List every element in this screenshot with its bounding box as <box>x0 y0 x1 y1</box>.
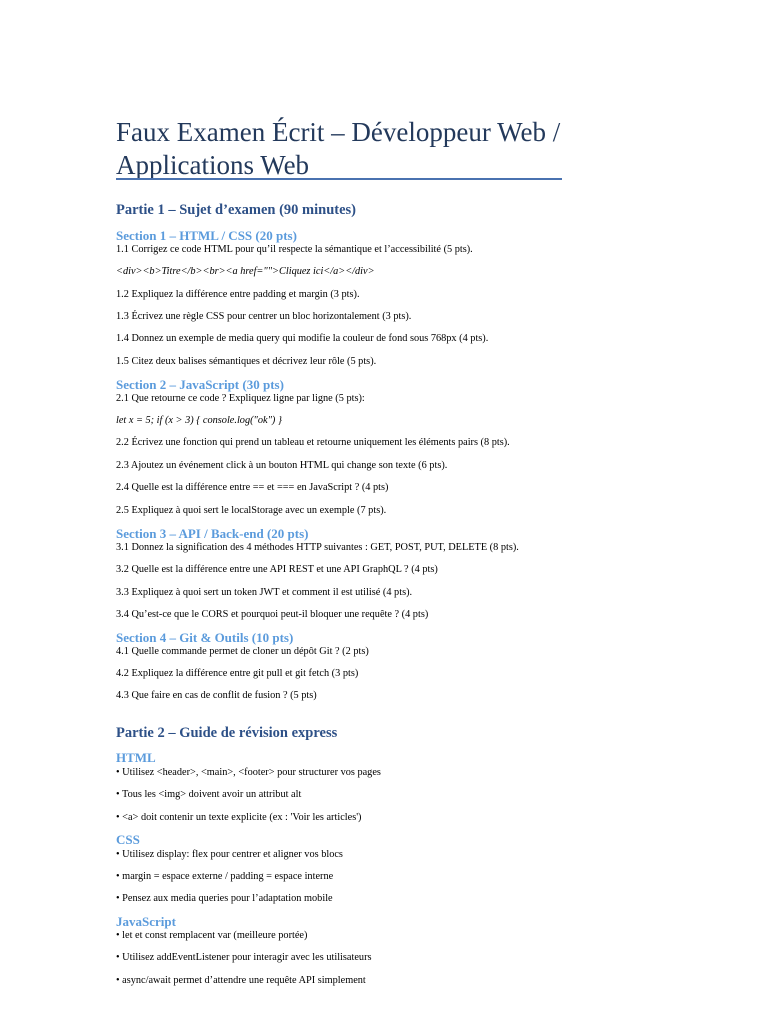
question-3-3: 3.3 Expliquez à quoi sert un token JWT et comment il est utilisé (4 pts). <box>116 587 413 598</box>
section4-title: Section 4 – Git & Outils (10 pts) <box>116 630 294 645</box>
part1-heading: Partie 1 – Sujet d’examen (90 minutes) <box>116 202 357 218</box>
code-snippet-html: <div><b>Titre</b><br><a href="">Cliquez ici</a></div> <box>116 266 375 277</box>
question-1-4: 1.4 Donnez un exemple de media query qui modifie la couleur de fond sous 768px (4 pts). <box>116 333 489 344</box>
question-3-2: 3.2 Quelle est la différence entre une API REST et une API GraphQL ? (4 pts) <box>116 564 438 575</box>
question-2-5: 2.5 Expliquez à quoi sert le localStorage avec un exemple (7 pts). <box>116 505 387 516</box>
revision-css-tip-1: • Utilisez display: flex pour centrer et aligner vos blocs <box>116 849 343 860</box>
section1-title: Section 1 – HTML / CSS (20 pts) <box>116 228 297 243</box>
revision-js-tip-3: • async/await permet d’attendre une requête API simplement <box>116 975 366 986</box>
revision-js-tip-1: • let et const remplacent var (meilleure portée) <box>116 930 308 941</box>
question-4-2: 4.2 Expliquez la différence entre git pull et git fetch (3 pts) <box>116 668 359 679</box>
revision-html-title: HTML <box>116 750 156 765</box>
revision-js-tip-2: • Utilisez addEventListener pour interagir avec les utilisateurs <box>116 952 372 963</box>
title-underline <box>116 178 562 180</box>
question-4-1: 4.1 Quelle commande permet de cloner un dépôt Git ? (2 pts) <box>116 646 369 657</box>
question-3-1: 3.1 Donnez la signification des 4 méthodes HTTP suivantes : GET, POST, PUT, DELETE (8 pts). <box>116 542 519 553</box>
question-1-5: 1.5 Citez deux balises sémantiques et décrivez leur rôle (5 pts). <box>116 356 377 367</box>
question-1-3: 1.3 Écrivez une règle CSS pour centrer un bloc horizontalement (3 pts). <box>116 311 412 322</box>
section2-title: Section 2 – JavaScript (30 pts) <box>116 377 284 392</box>
code-snippet-js: let x = 5; if (x > 3) { console.log("ok") } <box>116 415 283 426</box>
question-4-3: 4.3 Que faire en cas de conflit de fusion ? (5 pts) <box>116 690 317 701</box>
question-2-3: 2.3 Ajoutez un événement click à un bouton HTML qui change son texte (6 pts). <box>116 460 448 471</box>
question-1-2: 1.2 Expliquez la différence entre padding et margin (3 pts). <box>116 289 360 300</box>
revision-js-title: JavaScript <box>116 914 176 929</box>
question-2-4: 2.4 Quelle est la différence entre == et === en JavaScript ? (4 pts) <box>116 482 389 493</box>
revision-html-tip-1: • Utilisez <header>, <main>, <footer> pour structurer vos pages <box>116 767 381 778</box>
part2-heading: Partie 2 – Guide de révision express <box>116 725 338 741</box>
revision-html-tip-2: • Tous les <img> doivent avoir un attribut alt <box>116 789 302 800</box>
revision-css-title: CSS <box>116 832 140 847</box>
document-title: Faux Examen Écrit – Développeur Web / Applications Web <box>116 117 561 180</box>
revision-css-tip-2: • margin = espace externe / padding = espace interne <box>116 871 334 882</box>
question-3-4: 3.4 Qu’est-ce que le CORS et pourquoi peut-il bloquer une requête ? (4 pts) <box>116 609 429 620</box>
section3-title: Section 3 – API / Back-end (20 pts) <box>116 526 309 541</box>
question-1-1: 1.1 Corrigez ce code HTML pour qu’il respecte la sémantique et l’accessibilité (5 pts). <box>116 244 473 255</box>
question-2-1: 2.1 Que retourne ce code ? Expliquez ligne par ligne (5 pts): <box>116 393 365 404</box>
revision-css-tip-3: • Pensez aux media queries pour l’adaptation mobile <box>116 893 333 904</box>
revision-html-tip-3: • <a> doit contenir un texte explicite (ex : 'Voir les articles') <box>116 812 362 823</box>
question-2-2: 2.2 Écrivez une fonction qui prend un tableau et retourne uniquement les éléments pairs (8 pts). <box>116 437 510 448</box>
